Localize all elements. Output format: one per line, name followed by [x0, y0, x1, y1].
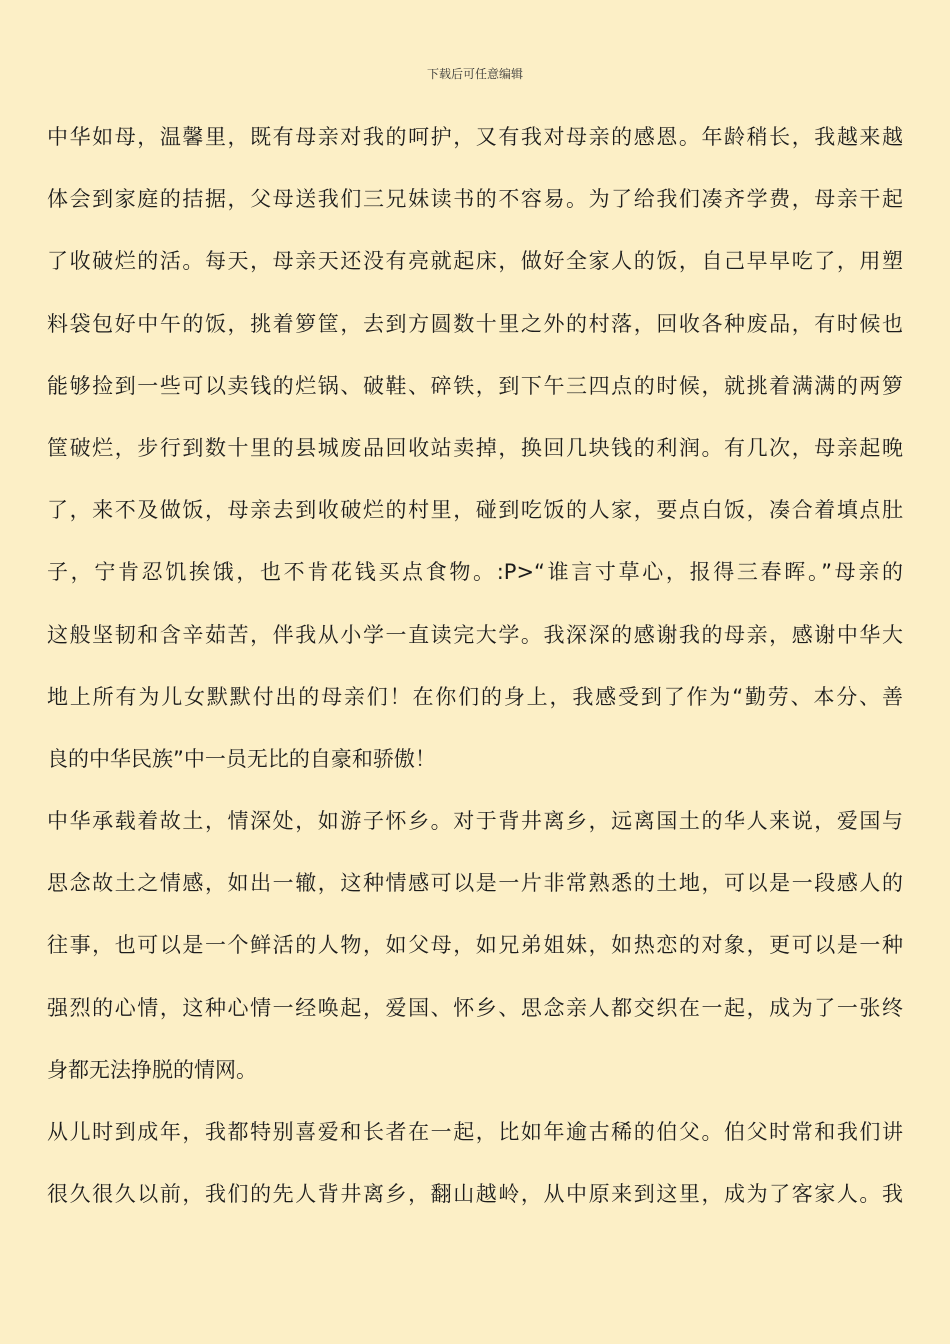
paragraph-elders	[47, 1110, 903, 1234]
text-line: 了收破烂的活。每天，母亲天还没有亮就起床，做好全家人的饭，自己早早吃了，用塑	[47, 249, 903, 274]
text-line: 筐破烂，步行到数十里的县城废品回收站卖掉，换回几块钱的利润。有几次，母亲起晚	[47, 435, 903, 460]
text-line: 很久很久以前，我们的先人背井离乡，翻山越岭，从中原来到这里，成为了客家人。我	[47, 1182, 903, 1207]
document-body	[47, 115, 903, 1234]
text-line: 强烈的心情，这种心情一经唤起，爱国、怀乡、思念亲人都交织在一起，成为了一张终	[47, 995, 903, 1020]
text-line: 体会到家庭的拮据，父母送我们三兄妹读书的不容易。为了给我们凑齐学费，母亲干起	[47, 187, 903, 212]
text-line: 良的中华民族”中一员无比的自豪和骄傲！	[47, 746, 436, 771]
text-line: 地上所有为儿女默默付出的母亲们！在你们的身上，我感受到了作为“勤劳、本分、善	[47, 684, 903, 709]
paragraph-homeland	[47, 799, 903, 1110]
text-line: 从儿时到成年，我都特别喜爱和长者在一起，比如年逾古稀的伯父。伯父时常和我们讲	[47, 1120, 903, 1144]
text-line: 能够捡到一些可以卖钱的烂锅、破鞋、碎铁，到下午三四点的时候，就挑着满满的两箩	[47, 373, 903, 398]
text-line: 往事，也可以是一个鲜活的人物，如父母，如兄弟姐妹，如热恋的对象，更可以是一种	[47, 933, 903, 958]
text-line: 这般坚韧和含辛茹苦，伴我从小学一直读完大学。我深深的感谢我的母亲，感谢中华大	[47, 622, 903, 647]
page-header: 下载后可任意编辑	[426, 67, 523, 81]
text-line: 了，来不及做饭，母亲去到收破烂的村里，碰到吃饭的人家，要点白饭，凑合着填点肚	[47, 498, 903, 523]
text-line: 中华如母，温馨里，既有母亲对我的呵护，又有我对母亲的感恩。年龄稍长，我越来越	[47, 125, 903, 149]
text-line: 思念故土之情感，如出一辙，这种情感可以是一片非常熟悉的土地，可以是一段感人的	[47, 871, 903, 896]
text-line: 身都无法挣脱的情网。	[47, 1057, 257, 1082]
text-line: 中华承载着故土，情深处，如游子怀乡。对于背井离乡，远离国土的华人来说，爱国与	[47, 809, 903, 834]
text-line: 子，宁肯忍饥挨饿，也不肯花钱买点食物。:P>“谁言寸草心，报得三春晖。”母亲的	[47, 560, 903, 585]
text-line: 料袋包好中午的饭，挑着箩筐，去到方圆数十里之外的村落，回收各种废品，有时候也	[47, 311, 903, 336]
paragraph-mother	[47, 115, 903, 799]
